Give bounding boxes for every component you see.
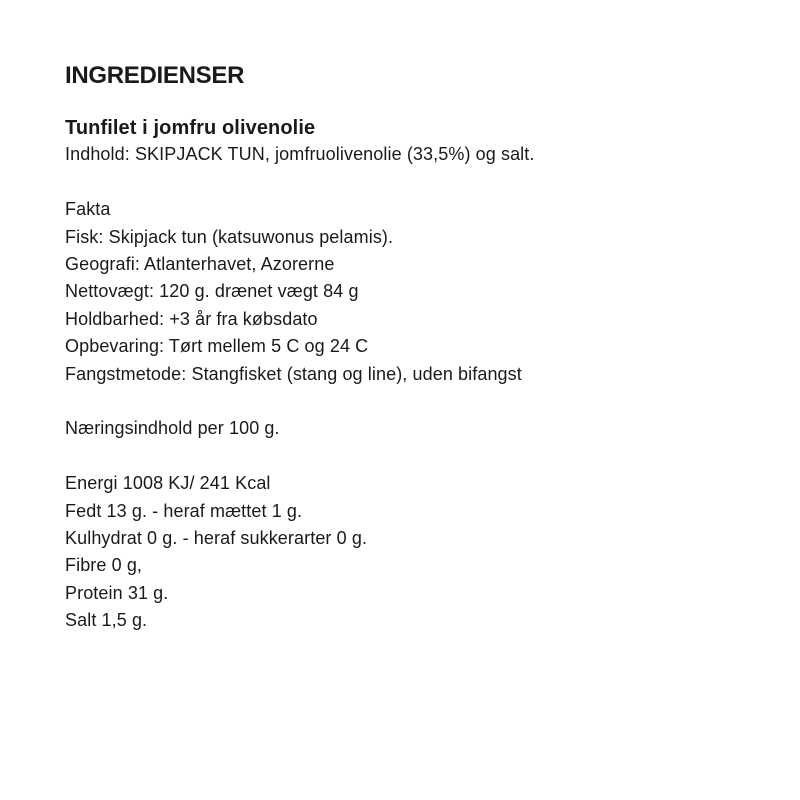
nutrition-protein: Protein 31 g.	[65, 582, 169, 603]
fact-geography: Geografi: Atlanterhavet, Azorerne	[65, 254, 335, 274]
product-section	[65, 116, 760, 168]
fact-catch-method: Fangstmetode: Stangfisket (stang og line), uden bifangst	[65, 363, 522, 384]
nutrition-carbohydrate: Kulhydrat 0 g. - heraf sukkerarter 0 g.	[65, 528, 368, 549]
fact-shelf-life: Holdbarhed: +3 år fra købsdato	[65, 308, 318, 329]
page-title: INGREDIENSER	[65, 62, 245, 89]
nutrition-salt: Salt 1,5 g.	[65, 610, 148, 631]
facts-heading: Fakta	[65, 199, 111, 220]
fact-storage: Opbevaring: Tørt mellem 5 C og 24 C	[65, 336, 369, 357]
nutrition-energy: Energi 1008 KJ/ 241 Kcal	[65, 473, 271, 494]
nutrition-fibre: Fibre 0 g,	[65, 555, 143, 576]
nutrition-heading: Næringsindhold per 100 g.	[65, 418, 280, 439]
product-title: Tunfilet i jomfru olivenolie	[65, 117, 316, 140]
fact-net-weight: Nettovægt: 120 g. drænet vægt 84 g	[65, 281, 359, 302]
product-contents: Indhold: SKIPJACK TUN, jomfruolivenolie (33,5%) og salt.	[65, 144, 535, 165]
facts-section	[65, 196, 760, 388]
nutrition-fat: Fedt 13 g. - heraf mættet 1 g.	[65, 500, 303, 521]
nutrition-section	[65, 415, 760, 634]
fact-fish: Fisk: Skipjack tun (katsuwonus pelamis).	[65, 226, 394, 247]
